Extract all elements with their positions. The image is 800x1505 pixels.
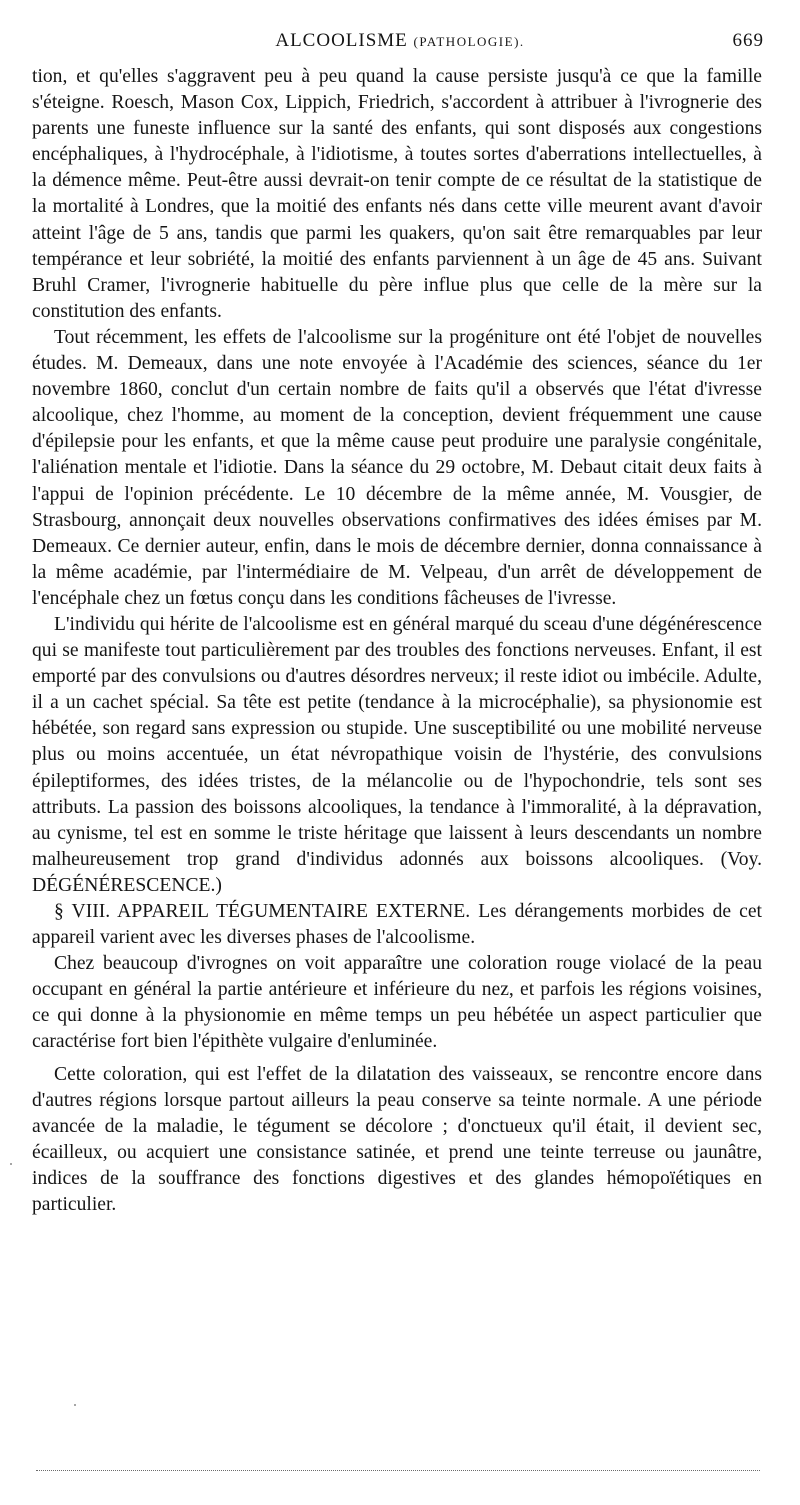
paragraph-dilatation: Cette coloration, qui est l'effet de la dilatation des vaisseaux, se rencontre encore dans d'autres régions lorsque partout ailleurs la peau conserve sa teinte normale. A une période avancée de la maladie, le tégument se décolore ; d'onctueux qu'il était, il devient sec, écailleux, ou acquiert une consistance satinée, et prend une teinte terreuse ou jaunâtre, indices de la souffrance des fonctions digestives et des glandes hémopoïétiques en particulier. <box>32 1063 762 1216</box>
running-title <box>36 30 764 52</box>
header-title: ALCOOLISME <box>275 30 408 51</box>
paragraph-continuation: tion, et qu'elles s'aggravent peu à peu quand la cause persiste jusqu'à ce que la famille s'éteigne. Roesch, Mason Cox, Lippich, Friedrich, s'accordent à attribuer à l'ivrognerie des parents une funeste influence sur la santé des enfants, qui sont disposés aux congestions encéphaliques, à l'hydrocéphale, à l'idiotisme, à toutes sortes d'aberrations intellectuelles, à la démence même. Peut-être aussi devrait-on tenir compte de ce résultat de la statistique de la mortalité à Londres, que la moitié des enfants nés dans cette ville meurent avant d'avoir atteint l'âge de 5 ans, tandis que parmi les quakers, qu'on sait être remarquables par leur tempérance et leur sobriété, la moitié des enfants parviennent à un âge de 45 ans. Suivant Bruhl Cramer, l'ivrognerie habituelle du père influe plus que celle de la mère sur la constitution des enfants. <box>32 66 762 322</box>
margin-speck <box>10 1163 12 1165</box>
footer-dotted-rule <box>36 1470 760 1471</box>
header-subtitle: (PATHOLOGIE). <box>413 34 525 49</box>
body-text <box>32 64 762 1218</box>
running-header <box>36 30 764 60</box>
paragraph-recent-studies: Tout récemment, les effets de l'alcoolisme sur la progéniture ont été l'objet de nouvelles études. M. Demeaux, dans une note envoyée à l'Académie des sciences, séance du 1er novembre 1860, conclut d'un certain nombre de faits qu'il a observés que l'état d'ivresse alcoolique, chez l'homme, au moment de la conception, devient fréquemment une cause d'épilepsie pour les enfants, et que la même cause peut produire une paralysie congénitale, l'aliénation mentale et l'idiotie. Dans la séance du 29 octobre, M. Debaut citait deux faits à l'appui de l'opinion précédente. Le 10 décembre de la même année, M. Vousgier, de Strasbourg, annonçait deux nouvelles observations confirmatives des idées émises par M. Demeaux. Ce dernier auteur, enfin, dans le mois de décembre dernier, donna connaissance à la même académie, par l'intermédiaire de M. Velpeau, d'un arrêt de développement de l'encéphale chez un fœtus conçu dans les conditions fâcheuses de l'ivresse. <box>32 326 762 609</box>
section-heading-viii: § VIII. APPAREIL TÉGUMENTAIRE EXTERNE. Les dérangements morbides de cet appareil varient avec les diverses phases de l'alcoolisme. <box>32 901 762 949</box>
page-number: 669 <box>732 30 764 51</box>
margin-speck <box>74 1404 76 1406</box>
paragraph-heredity: L'individu qui hérite de l'alcoolisme est en général marqué du sceau d'une dégénérescence qui se manifeste tout particulièrement par des troubles des fonctions nerveuses. Enfant, il est emporté par des convulsions ou d'autres désordres nerveux; il reste idiot ou imbécile. Adulte, il a un cachet spécial. Sa tête est petite (tendance à la microcéphalie), sa physionomie est hébétée, son regard sans expression ou stupide. Une susceptibilité ou une mobilité nerveuse plus ou moins accentuée, un état névropathique voisin de l'hystérie, des convulsions épileptiformes, des idées tristes, de la mélancolie ou de l'hypochondrie, tels sont ses attributs. La passion des boissons alcooliques, la tendance à l'immoralité, à la dépravation, au cynisme, tel est en somme le triste héritage que laissent à leurs descendants un nombre malheureusement trop grand d'individus adonnés aux boissons alcooliques. (Voy. DÉGÉNÉRESCENCE.) <box>32 613 762 896</box>
paragraph-coloration: Chez beaucoup d'ivrognes on voit apparaître une coloration rouge violacé de la peau occupant en général la partie antérieure et inférieure du nez, et parfois les régions voisines, ce qui donne à la physionomie en même temps un peu hébétée un aspect particulier que caractérise fort bien l'épithète vulgaire d'enluminée. <box>32 953 762 1053</box>
